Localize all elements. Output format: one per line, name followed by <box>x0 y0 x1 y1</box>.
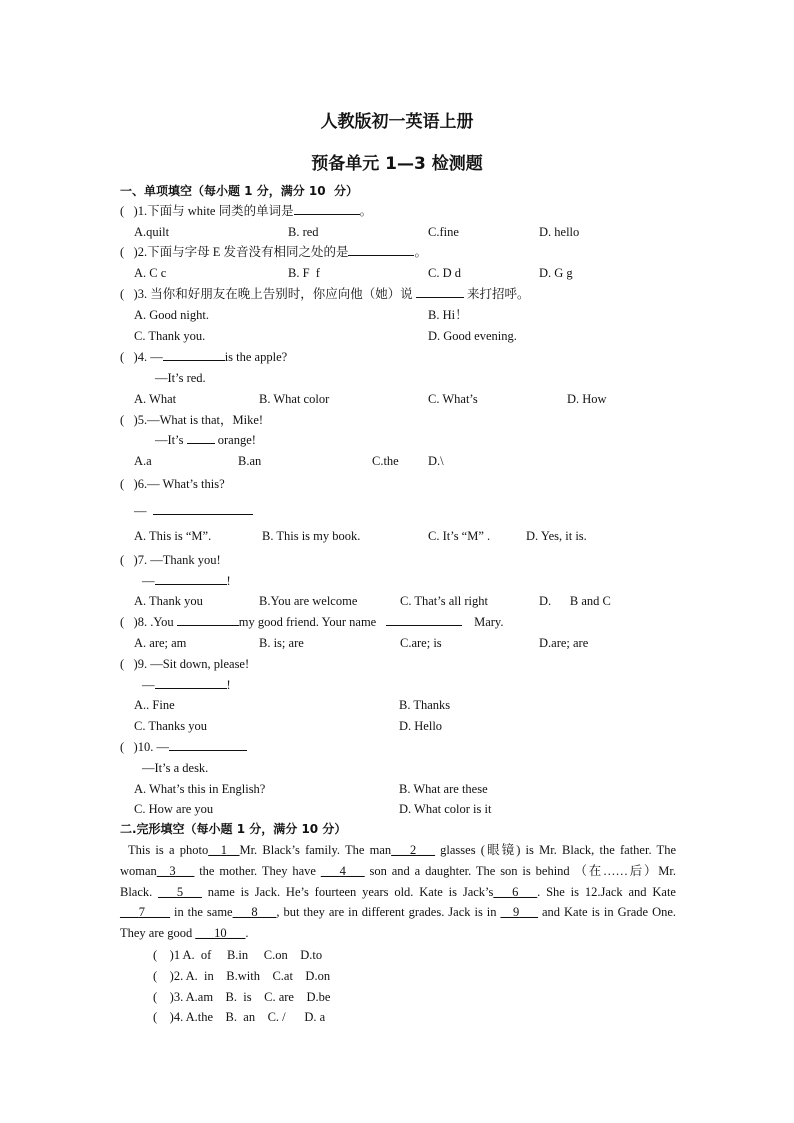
question-1: ( )1.下面与 white 同类的单词是 。 <box>120 204 373 218</box>
section-heading-1: 一、单项填空（每小题 1 分，满分 10 分） <box>120 184 358 198</box>
option-c: C. Thanks you <box>134 719 208 733</box>
option-a: A.a <box>134 454 152 468</box>
option-b: B. F f <box>288 266 320 280</box>
answer-blank <box>155 677 227 689</box>
section-heading-2: 二.完形填空（每小题 1 分，满分 10 分） <box>120 822 347 836</box>
option-c: C. That’s all right <box>400 594 488 608</box>
option-b: B. What are these <box>399 782 488 796</box>
question-3: ( )3. 当你和好朋友在晚上告别时，你应向他（她）说 来打招呼。 <box>120 287 530 301</box>
question-2: ( )2.下面与字母 E 发音没有相同之处的是 。 <box>120 245 427 259</box>
option-a: A. What’s this in English? <box>134 782 266 796</box>
answer-blank <box>416 286 464 298</box>
answer-blank <box>153 503 253 515</box>
blank-number: ___4___ <box>320 863 365 878</box>
option-d: D. What color is it <box>399 802 492 816</box>
cloze-question-1: ( )1 A. of B.in C.on D.to <box>153 948 323 962</box>
option-d: D.\ <box>428 454 444 468</box>
option-b: B.You are welcome <box>259 594 358 608</box>
blank-number: ___2___ <box>391 843 435 857</box>
option-b: B. Hi！ <box>428 308 468 322</box>
option-b: B. What color <box>259 392 330 406</box>
document-title: 人教版初一英语上册 <box>320 112 474 132</box>
cloze-question-3: ( )3. A.am B. is C. are D.be <box>153 990 331 1004</box>
question-4: ( )4. — is the apple? <box>120 350 288 364</box>
option-c: C.are; is <box>400 636 442 650</box>
answer-blank <box>187 432 215 444</box>
question-reply: —It’s red. <box>155 371 206 385</box>
option-a: A.quilt <box>134 225 170 239</box>
question-reply: — <box>134 503 253 519</box>
blank-number: ___10___ <box>195 926 246 941</box>
option-b: B. This is my book. <box>262 529 361 543</box>
option-a: A.. Fine <box>134 698 175 712</box>
option-d: D. Yes, it is. <box>526 529 587 543</box>
question-reply: — ! <box>142 574 231 588</box>
option-a: A. C c <box>134 266 167 280</box>
answer-blank <box>386 614 462 626</box>
question-stem: ( )3. 当你和好朋友在晚上告别时，你应向他（她）说 <box>120 287 413 301</box>
option-c: C.fine <box>428 225 459 239</box>
option-a: A. are; am <box>134 636 187 650</box>
option-b: B. is; are <box>259 636 304 650</box>
answer-blank <box>348 244 414 256</box>
blank-number: ___7____ <box>120 905 170 920</box>
question-stem: ( )8. .You <box>120 615 174 629</box>
option-c: C. Thank you. <box>134 329 206 343</box>
option-d: D. Good evening. <box>428 329 517 343</box>
question-reply: — ! <box>142 678 231 692</box>
option-d: D. hello <box>539 225 580 239</box>
question-6: ( )6.— What’s this? <box>120 477 225 491</box>
option-d: D. B and C <box>539 594 611 608</box>
option-c: C. What’s <box>428 392 478 406</box>
option-a: A. This is “M”. <box>134 529 212 543</box>
blank-number: ___5___ <box>158 884 202 899</box>
cloze-question-4: ( )4. A.the B. an C. / D. a <box>153 1010 326 1024</box>
option-b: B. Thanks <box>399 698 451 712</box>
blank-number: __1__ <box>208 843 240 857</box>
answer-blank <box>294 203 360 215</box>
option-b: B. red <box>288 225 319 239</box>
option-a: A. Thank you <box>134 594 203 608</box>
option-d: D. Hello <box>399 719 443 733</box>
option-d: D. G g <box>539 266 573 280</box>
option-a: A. What <box>134 392 177 406</box>
question-stem: ( )4. — <box>120 350 163 364</box>
answer-blank <box>163 349 225 361</box>
blank-number: __9___ <box>500 905 538 920</box>
cloze-passage: This is a photo__1__Mr. Black’s family. The man___2___ glasses (眼镜) is Mr. Black, the father. The woman__3___ the mother. They have ___4___ son and a daughter. The son is behind （在……后）Mr. Black. ___5___ name is Jack. He’s fourteen years old. Kate is Jack’s___6___. She is 12.Jack and Kate ___7____ in the same___8___, but they are in different grades. Jack is in __9___ and Kate is in Grade One. They are good ___10___. <box>120 843 677 941</box>
question-stem: ( )1.下面与 white 同类的单词是 <box>120 204 294 218</box>
option-c: C. How are you <box>134 802 214 816</box>
option-c: C.the <box>372 454 399 468</box>
answer-blank <box>177 614 239 626</box>
question-stem: ( )10. — <box>120 740 169 754</box>
question-9: ( )9. —Sit down, please! <box>120 657 250 671</box>
question-reply: —It’s orange! <box>155 433 256 447</box>
question-7: ( )7. —Thank you! <box>120 553 221 567</box>
option-a: A. Good night. <box>134 308 209 322</box>
option-b: B.an <box>238 454 262 468</box>
option-c: C. It’s “M” . <box>428 529 491 543</box>
question-5: ( )5.—What is that，Mike! <box>120 413 264 427</box>
question-stem: ( )2.下面与字母 E 发音没有相同之处的是 <box>120 245 349 259</box>
blank-number: __3___ <box>156 863 195 878</box>
question-8: ( )8. .You my good friend. Your name Mary. <box>120 615 504 629</box>
option-c: C. D d <box>428 266 461 280</box>
document-subtitle: 预备单元 1—3 检测题 <box>311 154 483 174</box>
blank-number: ___8___ <box>232 905 277 920</box>
blank-number: ___6___ <box>493 884 538 899</box>
option-d: D.are; are <box>539 636 589 650</box>
option-d: D. How <box>567 392 607 406</box>
cloze-question-2: ( )2. A. in B.with C.at D.on <box>153 969 331 983</box>
answer-blank <box>155 573 227 585</box>
question-reply: —It’s a desk. <box>142 761 209 775</box>
answer-blank <box>169 739 247 751</box>
question-10 <box>120 739 247 755</box>
